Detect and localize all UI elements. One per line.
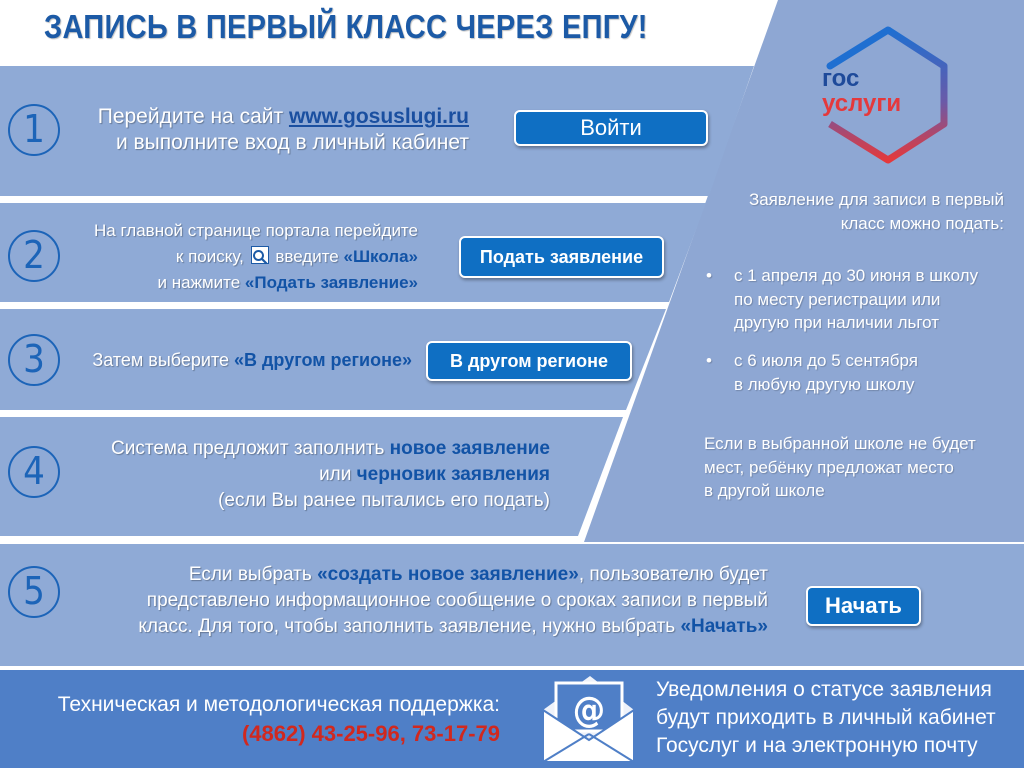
- svg-text:@: @: [572, 690, 606, 731]
- support-info: [0, 690, 500, 748]
- step-4-text: Система предложит заполнить новое заявление или черновик заявления (если Вы ранее пытались его подать): [111, 438, 550, 511]
- logo-text-2: услуги: [822, 90, 902, 117]
- notification-text: Уведомления о статусе заявления будут приходить в личный кабинет Госуслуг и на электронную почту: [656, 678, 996, 757]
- step-2-text: На главной странице портала перейдите к поиску, введите «Школа» и нажмите «Подать заявление»: [94, 221, 418, 292]
- email-envelope-icon: [543, 676, 634, 762]
- step-3-text: Затем выберите «В другом регионе»: [92, 350, 412, 370]
- step-5-text: Если выбрать «создать новое заявление», пользователю будет представлено информационное сообщение о сроках записи в первый класс. Для того, чтобы заполнить заявление, нужно выбрать «Начать»: [138, 564, 768, 637]
- gosuslugi-link[interactable]: www.gosuslugi.ru: [288, 105, 469, 128]
- search-icon: [251, 246, 269, 264]
- start-button[interactable]: Начать: [806, 586, 921, 626]
- sidebar-note: Если в выбранной школе не будет мест, ребёнку предложат место в другой школе: [704, 434, 976, 500]
- login-button[interactable]: Войти: [514, 110, 708, 146]
- sidebar-intro: Заявление для записи в первый класс можно подать:: [748, 190, 1004, 233]
- step-number-3: 3: [8, 334, 60, 386]
- submit-application-button[interactable]: Подать заявление: [459, 236, 664, 278]
- support-label: Техническая и методологическая поддержка:: [57, 693, 500, 716]
- step-1-text: Перейдите на сайт www.gosuslugi.ru и выполните вход в личный кабинет: [97, 105, 469, 154]
- step-number-4: 4: [8, 446, 60, 498]
- other-region-button[interactable]: В другом регионе: [426, 341, 632, 381]
- page-title: ЗАПИСЬ В ПЕРВЫЙ КЛАСС ЧЕРЕЗ ЕПГУ!: [44, 8, 648, 45]
- support-phones: (4862) 43-25-96, 73-17-79: [241, 721, 500, 746]
- step-number-2: 2: [8, 230, 60, 282]
- step-number-5: 5: [8, 566, 60, 618]
- step-number-1: 1: [8, 104, 60, 156]
- logo-text-1: гос: [822, 65, 860, 92]
